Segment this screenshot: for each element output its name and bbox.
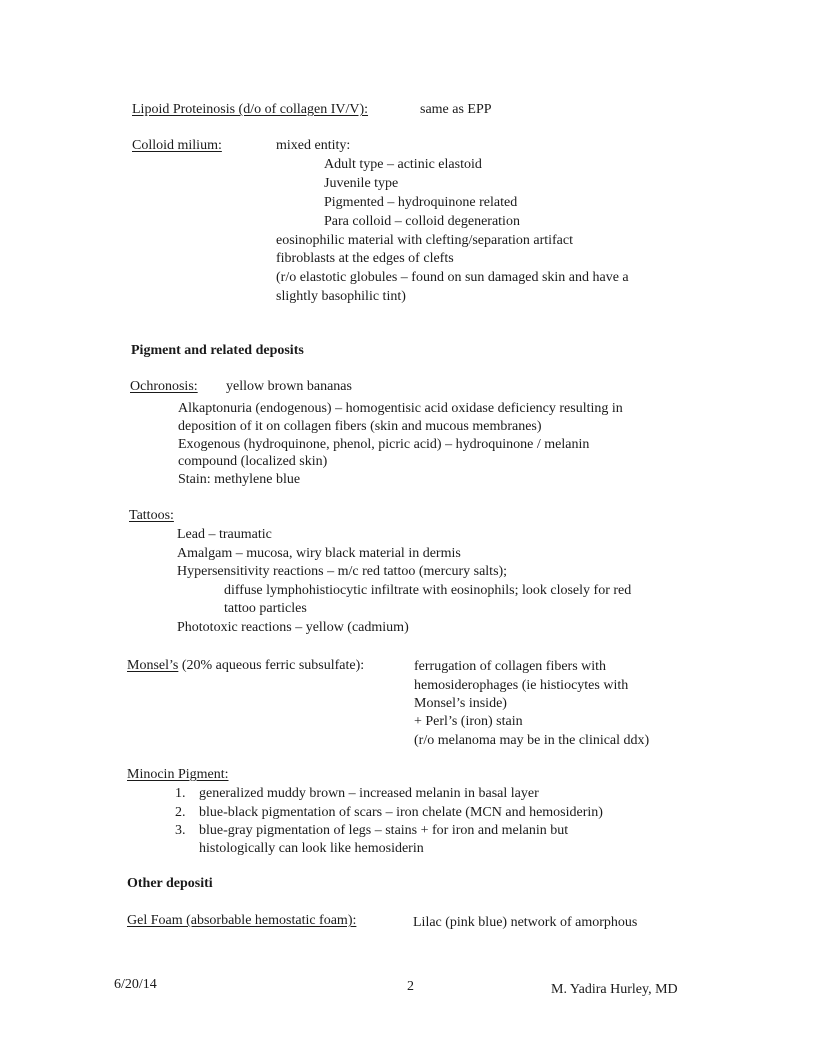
minocin-item-number: 1. <box>175 786 186 801</box>
monsel-heading-rest: (20% aqueous ferric subsulfate): <box>181 658 365 673</box>
colloid-line: Adult type – actinic elastoid <box>324 157 482 172</box>
minocin-item: blue-gray pigmentation of legs – stains + for iron and melanin but <box>199 823 569 838</box>
monsel-line: hemosiderophages (ie histiocytes with <box>414 678 629 693</box>
colloid-line: slightly basophilic tint) <box>276 289 406 304</box>
colloid-line: mixed entity: <box>276 138 351 153</box>
lipoid-proteinosis-heading: Lipoid Proteinosis (d/o of collagen IV/V): <box>132 102 369 117</box>
colloid-line: Pigmented – hydroquinone related <box>324 195 518 210</box>
ochronosis-line: Exogenous (hydroquinone, phenol, picric acid) – hydroquinone / melanin <box>178 437 590 452</box>
tattoos-line: tattoo particles <box>224 601 307 616</box>
ochronosis-inline: yellow brown bananas <box>226 379 352 394</box>
ochronosis-line: Stain: methylene blue <box>178 472 301 487</box>
footer-page-number: 2 <box>407 979 414 994</box>
minocin-item: blue-black pigmentation of scars – iron chelate (MCN and hemosiderin) <box>199 805 603 820</box>
monsel-line: (r/o melanoma may be in the clinical ddx) <box>414 733 650 748</box>
gelfoam-heading: Gel Foam (absorbable hemostatic foam): <box>127 913 357 928</box>
ochronosis-heading: Ochronosis: <box>130 379 198 394</box>
monsel-heading <box>127 656 364 675</box>
tattoos-heading: Tattoos: <box>129 508 174 523</box>
monsel-heading-underlined: Monsel’s <box>127 658 179 673</box>
minocin-item: generalized muddy brown – increased melanin in basal layer <box>199 786 539 801</box>
monsel-line: ferrugation of collagen fibers with <box>414 659 607 674</box>
colloid-line: eosinophilic material with clefting/separation artifact <box>276 233 574 248</box>
ochronosis-line: Alkaptonuria (endogenous) – homogentisic acid oxidase deficiency resulting in <box>178 401 623 416</box>
colloid-line: Juvenile type <box>324 176 399 191</box>
minocin-item-number: 2. <box>175 805 186 820</box>
tattoos-line: Amalgam – mucosa, wiry black material in dermis <box>177 546 461 561</box>
colloid-line: Para colloid – colloid degeneration <box>324 214 520 229</box>
monsel-line: + Perl’s (iron) stain <box>414 714 523 729</box>
tattoos-line: Hypersensitivity reactions – m/c red tattoo (mercury salts); <box>177 564 508 579</box>
ochronosis-line: compound (localized skin) <box>178 454 328 469</box>
ochronosis-line: deposition of it on collagen fibers (skin and mucous membranes) <box>178 419 542 434</box>
pigment-section-heading: Pigment and related deposits <box>131 343 304 358</box>
tattoos-line: diffuse lymphohistiocytic infiltrate with eosinophils; look closely for red <box>224 583 632 598</box>
minocin-item-number: 3. <box>175 823 186 838</box>
minocin-heading: Minocin Pigment: <box>127 767 229 782</box>
footer-date: 6/20/14 <box>114 977 157 992</box>
lipoid-proteinosis-text: same as EPP <box>420 102 492 117</box>
monsel-line: Monsel’s inside) <box>414 696 507 711</box>
tattoos-line: Lead – traumatic <box>177 527 272 542</box>
tattoos-line: Phototoxic reactions – yellow (cadmium) <box>177 620 409 635</box>
minocin-item-continuation: histologically can look like hemosiderin <box>199 841 424 856</box>
colloid-milium-heading: Colloid milium: <box>132 138 222 153</box>
gelfoam-text: Lilac (pink blue) network of amorphous <box>413 915 638 930</box>
footer-author: M. Yadira Hurley, MD <box>551 982 678 997</box>
colloid-line: fibroblasts at the edges of clefts <box>276 251 454 266</box>
colloid-line: (r/o elastotic globules – found on sun damaged skin and have a <box>276 270 629 285</box>
other-section-heading: Other depositi <box>127 876 213 891</box>
